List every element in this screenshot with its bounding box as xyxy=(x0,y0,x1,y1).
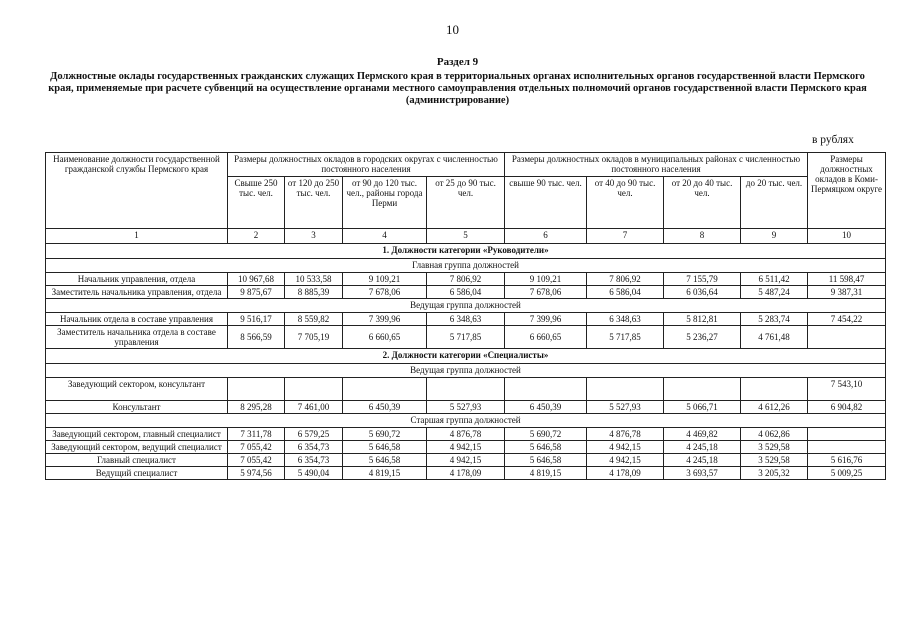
group-heading: Главная группа должностей xyxy=(46,259,886,273)
table-row xyxy=(46,326,886,349)
column-number: 2 xyxy=(228,229,285,244)
salary-cell: 5 616,76 xyxy=(808,454,886,467)
salary-cell: 9 387,31 xyxy=(808,286,886,299)
salary-cell: 5 527,93 xyxy=(587,401,664,414)
salary-cell: 6 036,64 xyxy=(664,286,741,299)
salary-cell: 6 354,73 xyxy=(285,441,343,454)
salary-cell: 4 761,48 xyxy=(741,326,808,349)
salary-cell xyxy=(285,378,343,401)
salary-cell: 9 109,21 xyxy=(343,273,427,286)
column-number: 9 xyxy=(741,229,808,244)
salary-cell: 7 461,00 xyxy=(285,401,343,414)
header-sub: от 120 до 250 тыс. чел. xyxy=(285,177,343,229)
salary-cell xyxy=(808,326,886,349)
header-sub: от 25 до 90 тыс. чел. xyxy=(427,177,505,229)
position-name: Заместитель начальника управления, отдела xyxy=(46,286,228,299)
position-name: Начальник отдела в составе управления xyxy=(46,313,228,326)
salary-cell: 7 155,79 xyxy=(664,273,741,286)
salary-cell: 8 295,28 xyxy=(228,401,285,414)
salary-cell: 7 055,42 xyxy=(228,441,285,454)
salary-cell: 3 205,32 xyxy=(741,467,808,480)
table-row xyxy=(46,454,886,467)
column-number: 6 xyxy=(505,229,587,244)
salary-cell xyxy=(808,441,886,454)
header-komi-permyak: Размеры должностных окладов в Коми-Пермяцком округе xyxy=(808,153,886,229)
salary-cell: 5 283,74 xyxy=(741,313,808,326)
salary-cell: 4 942,15 xyxy=(587,441,664,454)
salary-cell: 3 529,58 xyxy=(741,441,808,454)
position-name: Ведущий специалист xyxy=(46,467,228,480)
salary-cell: 7 705,19 xyxy=(285,326,343,349)
salary-cell: 4 178,09 xyxy=(427,467,505,480)
salary-cell: 5 646,58 xyxy=(505,441,587,454)
salary-cell: 11 598,47 xyxy=(808,273,886,286)
salary-cell: 8 559,82 xyxy=(285,313,343,326)
salary-cell xyxy=(741,378,808,401)
table-row xyxy=(46,378,886,401)
salary-cell: 7 399,96 xyxy=(343,313,427,326)
salary-cell: 4 819,15 xyxy=(505,467,587,480)
salary-cell: 7 678,06 xyxy=(343,286,427,299)
salary-cell: 10 967,68 xyxy=(228,273,285,286)
salary-cell: 4 245,18 xyxy=(664,454,741,467)
position-name: Заместитель начальника отдела в составе управления xyxy=(46,326,228,349)
salary-cell: 7 399,96 xyxy=(505,313,587,326)
salary-cell: 7 678,06 xyxy=(505,286,587,299)
salary-cell xyxy=(505,378,587,401)
salary-cell: 6 354,73 xyxy=(285,454,343,467)
salary-cell: 7 311,78 xyxy=(228,428,285,441)
units-label: в рублях xyxy=(812,134,854,146)
salary-cell: 6 450,39 xyxy=(505,401,587,414)
group-heading: Старшая группа должностей xyxy=(46,414,886,428)
salary-cell: 6 348,63 xyxy=(587,313,664,326)
salary-cell: 8 566,59 xyxy=(228,326,285,349)
position-name: Заведующий сектором, ведущий специалист xyxy=(46,441,228,454)
header-sub: Свыше 250 тыс. чел. xyxy=(228,177,285,229)
header-sub: до 20 тыс. чел. xyxy=(741,177,808,229)
document-title: Должностные оклады государственных гражданских служащих Пермского края в территориальных органах исполнительных органов государственной власти Пермского края, применяемые при расчете субвенций на осуществление органами местного самоуправления отдельных полномочий органов государственной власти Пермского края (администрирование) xyxy=(48,71,867,106)
salary-cell: 5 527,93 xyxy=(427,401,505,414)
salary-cell: 5 646,58 xyxy=(505,454,587,467)
salary-cell: 6 586,04 xyxy=(587,286,664,299)
salary-cell: 9 516,17 xyxy=(228,313,285,326)
column-number: 5 xyxy=(427,229,505,244)
salary-cell: 4 942,15 xyxy=(427,454,505,467)
header-sub: свыше 90 тыс. чел. xyxy=(505,177,587,229)
salary-cell: 4 469,82 xyxy=(664,428,741,441)
salary-cell: 9 109,21 xyxy=(505,273,587,286)
salary-cell: 6 660,65 xyxy=(343,326,427,349)
header-sub: от 20 до 40 тыс. чел. xyxy=(664,177,741,229)
salary-cell: 6 511,42 xyxy=(741,273,808,286)
salary-cell: 5 490,04 xyxy=(285,467,343,480)
salary-cell: 7 806,92 xyxy=(587,273,664,286)
table-row xyxy=(46,428,886,441)
table-row xyxy=(46,441,886,454)
salary-cell: 5 487,24 xyxy=(741,286,808,299)
salary-cell: 5 066,71 xyxy=(664,401,741,414)
salary-cell: 3 529,58 xyxy=(741,454,808,467)
header-urban-districts: Размеры должностных окладов в городских округах с численностью постоянного населения xyxy=(228,153,505,177)
group-heading: Ведущая группа должностей xyxy=(46,364,886,378)
header-sub: от 90 до 120 тыс. чел., районы города Перми xyxy=(343,177,427,229)
table-row xyxy=(46,401,886,414)
column-number: 8 xyxy=(664,229,741,244)
salary-cell xyxy=(587,378,664,401)
salary-cell: 3 693,57 xyxy=(664,467,741,480)
salary-table xyxy=(45,152,886,480)
header-municipal-districts: Размеры должностных окладов в муниципальных районах с численностью постоянного населения xyxy=(505,153,808,177)
salary-cell: 4 942,15 xyxy=(587,454,664,467)
category-heading: 2. Должности категории «Специалисты» xyxy=(46,349,886,364)
group-heading: Ведущая группа должностей xyxy=(46,299,886,313)
salary-cell xyxy=(664,378,741,401)
column-number: 10 xyxy=(808,229,886,244)
salary-cell: 6 660,65 xyxy=(505,326,587,349)
column-number: 1 xyxy=(46,229,228,244)
salary-cell: 5 690,72 xyxy=(343,428,427,441)
salary-cell xyxy=(808,428,886,441)
salary-cell: 5 009,25 xyxy=(808,467,886,480)
salary-cell: 4 612,26 xyxy=(741,401,808,414)
table-row xyxy=(46,286,886,299)
salary-cell: 6 904,82 xyxy=(808,401,886,414)
section-title: Раздел 9 xyxy=(436,56,479,68)
header-position-name: Наименование должности государственной гражданской службы Пермского края xyxy=(46,153,228,229)
category-heading: 1. Должности категории «Руководители» xyxy=(46,244,886,259)
salary-cell: 4 245,18 xyxy=(664,441,741,454)
salary-cell: 6 348,63 xyxy=(427,313,505,326)
salary-cell: 5 646,58 xyxy=(343,454,427,467)
salary-cell: 4 178,09 xyxy=(587,467,664,480)
position-name: Главный специалист xyxy=(46,454,228,467)
salary-cell: 6 586,04 xyxy=(427,286,505,299)
salary-cell xyxy=(228,378,285,401)
position-name: Начальник управления, отдела xyxy=(46,273,228,286)
salary-cell: 5 974,56 xyxy=(228,467,285,480)
salary-cell: 10 533,58 xyxy=(285,273,343,286)
salary-cell: 4 942,15 xyxy=(427,441,505,454)
position-name: Консультант xyxy=(46,401,228,414)
salary-cell: 4 819,15 xyxy=(343,467,427,480)
salary-cell: 8 885,39 xyxy=(285,286,343,299)
salary-cell: 7 055,42 xyxy=(228,454,285,467)
page-number: 10 xyxy=(446,22,459,37)
salary-cell: 4 062,86 xyxy=(741,428,808,441)
salary-cell: 5 717,85 xyxy=(587,326,664,349)
salary-cell: 7 454,22 xyxy=(808,313,886,326)
salary-cell: 5 236,27 xyxy=(664,326,741,349)
header-sub: от 40 до 90 тыс. чел. xyxy=(587,177,664,229)
table-row xyxy=(46,313,886,326)
salary-cell: 7 543,10 xyxy=(808,378,886,401)
salary-cell: 5 690,72 xyxy=(505,428,587,441)
position-name: Заведующий сектором, консультант xyxy=(46,378,228,401)
salary-cell xyxy=(427,378,505,401)
salary-cell: 7 806,92 xyxy=(427,273,505,286)
salary-cell: 4 876,78 xyxy=(427,428,505,441)
salary-cell: 9 875,67 xyxy=(228,286,285,299)
position-name: Заведующий сектором, главный специалист xyxy=(46,428,228,441)
salary-cell: 6 450,39 xyxy=(343,401,427,414)
column-number: 4 xyxy=(343,229,427,244)
salary-cell: 5 812,81 xyxy=(664,313,741,326)
table-row xyxy=(46,273,886,286)
table-row xyxy=(46,467,886,480)
salary-cell: 4 876,78 xyxy=(587,428,664,441)
salary-cell: 5 646,58 xyxy=(343,441,427,454)
document-heading xyxy=(40,56,875,107)
column-number: 3 xyxy=(285,229,343,244)
salary-cell: 5 717,85 xyxy=(427,326,505,349)
salary-cell: 6 579,25 xyxy=(285,428,343,441)
salary-cell xyxy=(343,378,427,401)
column-number: 7 xyxy=(587,229,664,244)
